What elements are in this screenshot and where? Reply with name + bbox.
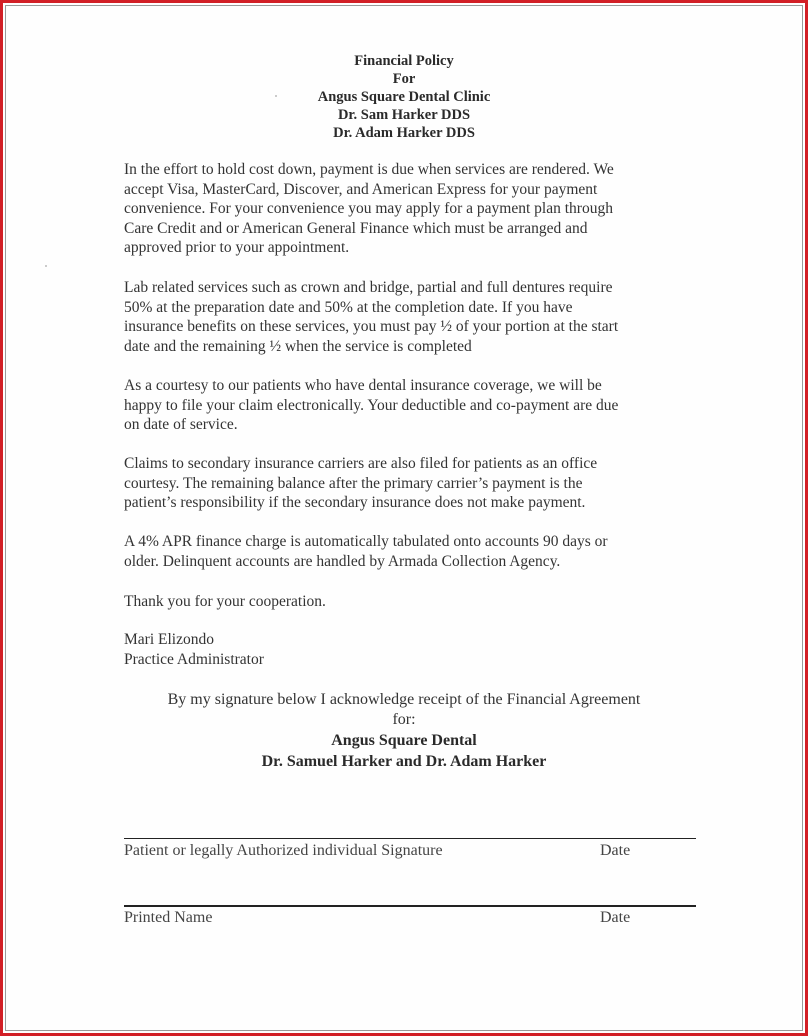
document-header bbox=[0, 52, 808, 142]
document-title: Financial Policy bbox=[354, 53, 454, 69]
paragraph-secondary-claims bbox=[124, 454, 684, 513]
text-line: approved prior to your appointment. bbox=[124, 239, 350, 256]
acknowledgment-line-2: for: bbox=[392, 711, 416, 728]
text-line: As a courtesy to our patients who have dental insurance coverage, we will be bbox=[124, 377, 602, 394]
paragraph-payment bbox=[124, 160, 684, 258]
text-line: convenience. For your convenience you may apply for a payment plan through bbox=[124, 200, 613, 217]
acknowledgment-line-1: By my signature below I acknowledge receipt of the Financial Agreement bbox=[167, 691, 641, 708]
text-line: Lab related services such as crown and bridge, partial and full dentures require bbox=[124, 279, 613, 296]
text-line: patient’s responsibility if the secondary insurance does not make payment. bbox=[124, 494, 586, 511]
paragraph-insurance bbox=[124, 376, 684, 435]
printed-name-line[interactable] bbox=[124, 905, 696, 907]
doctor-name-1: Dr. Sam Harker DDS bbox=[337, 107, 471, 123]
signer-block bbox=[124, 630, 684, 669]
text-line: Claims to secondary insurance carriers are also filed for patients as an office bbox=[124, 455, 598, 472]
signature-label: Patient or legally Authorized individual Signature bbox=[124, 842, 443, 859]
text-line: accept Visa, MasterCard, Discover, and American Express for your payment bbox=[124, 180, 598, 198]
closing-text: Thank you for your cooperation. bbox=[124, 593, 326, 610]
text-line: happy to file your claim electronically. Your deductible and co-payment are due bbox=[124, 396, 619, 414]
printed-name-label: Printed Name bbox=[124, 909, 213, 926]
doctor-name-2: Dr. Adam Harker DDS bbox=[333, 125, 475, 141]
text-line: 50% at the preparation date and 50% at the completion date. If you have bbox=[124, 298, 573, 316]
text-line: insurance benefits on these services, you must pay ½ of your portion at the start bbox=[124, 318, 619, 335]
acknowledgment-doctors: Dr. Samuel Harker and Dr. Adam Harker bbox=[261, 753, 547, 770]
text-line: A 4% APR finance charge is automatically tabulated onto accounts 90 days or bbox=[124, 533, 608, 550]
signer-name: Mari Elizondo bbox=[124, 631, 214, 648]
paragraph-lab-services bbox=[124, 278, 684, 356]
text-line: older. Delinquent accounts are handled by Armada Collection Agency. bbox=[124, 552, 561, 570]
text-line: Care Credit and or American General Finance which must be arranged and bbox=[124, 219, 588, 237]
header-for: For bbox=[392, 71, 416, 87]
signature-line[interactable] bbox=[124, 838, 696, 839]
text-line: date and the remaining ½ when the service is completed bbox=[124, 337, 472, 355]
date-label-printed-name: Date bbox=[600, 909, 631, 926]
signer-title: Practice Administrator bbox=[124, 650, 264, 668]
date-label-signature: Date bbox=[600, 842, 631, 859]
acknowledgment-clinic: Angus Square Dental bbox=[331, 732, 477, 749]
clinic-name: Angus Square Dental Clinic bbox=[317, 89, 491, 105]
scan-speck bbox=[45, 265, 47, 267]
closing-line bbox=[124, 592, 684, 612]
document-page bbox=[5, 5, 803, 1031]
text-line: on date of service. bbox=[124, 416, 238, 433]
paragraph-finance-charge bbox=[124, 532, 684, 571]
text-line: courtesy. The remaining balance after the primary carrier’s payment is the bbox=[124, 474, 583, 492]
acknowledgment-block bbox=[0, 690, 808, 772]
text-line: In the effort to hold cost down, payment is due when services are rendered. We bbox=[124, 161, 614, 178]
